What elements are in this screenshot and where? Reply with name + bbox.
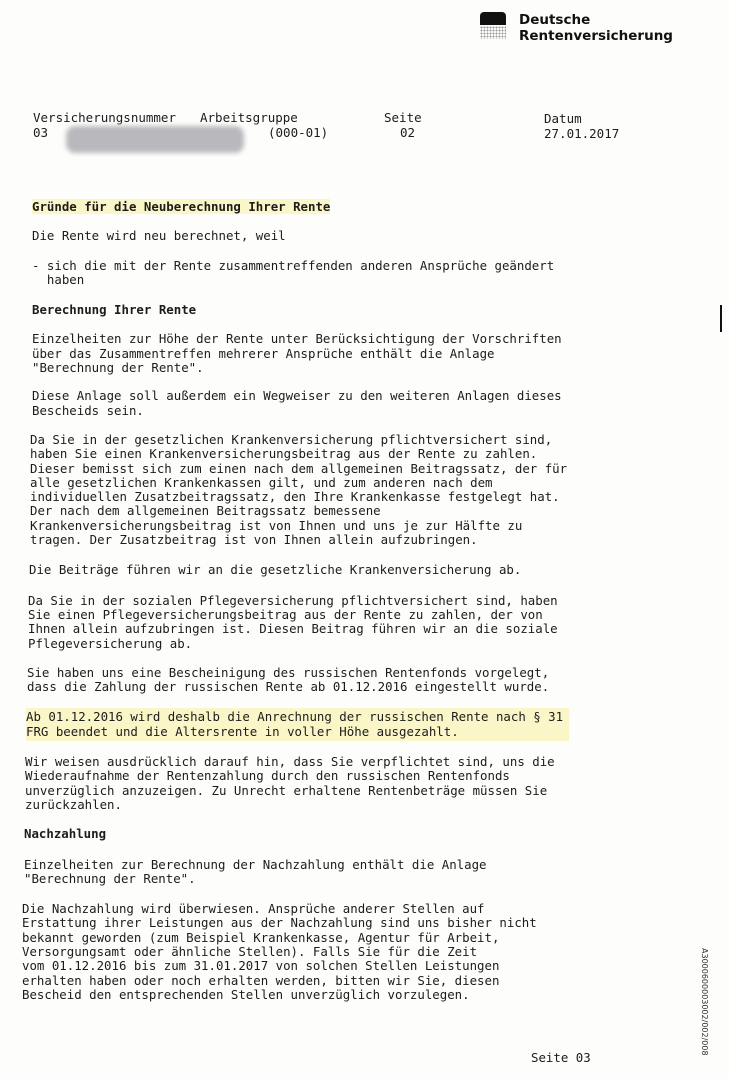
margin-mark bbox=[720, 305, 722, 332]
paragraph-intro: Die Rente wird neu berechnet, weil bbox=[32, 228, 286, 244]
paragraph-beitraege: Die Beiträge führen wir an die gesetzliche Krankenversicherung ab. bbox=[29, 562, 522, 578]
label-versicherungsnummer: Versicherungsnummer bbox=[33, 110, 176, 125]
seite-value: 02 bbox=[400, 125, 416, 140]
redacted-versicherungsnummer bbox=[66, 126, 244, 153]
label-datum: Datum bbox=[544, 111, 582, 126]
letter-body bbox=[22, 200, 622, 1002]
paragraph-einzelheiten: Einzelheiten zur Höhe der Rente unter Berücksichtigung der Vorschriften über das Zusammentreffen mehrerer Ansprüche enthält die Anlage "Berechnung der Rente". bbox=[32, 331, 562, 376]
paragraph-pflegeversicherung: Da Sie in der sozialen Pflegeversicherung pflichtversichert sind, haben Sie einen Pflegeversicherungsbeitrag aus der Rente zu zahlen, der von Ihnen allein aufzubringen ist. Diesen Beitrag führen wir an die soziale Pflegeversicherung ab. bbox=[28, 592, 558, 651]
paragraph-hinweis: Wir weisen ausdrücklich darauf hin, dass Sie verpflichtet sind, uns die Wiederaufnahme der Rentenzahlung durch den russischen Rentenfonds unverzüglich anzuzeigen. Zu Unrecht erhaltene Rentenbeträge müssen Sie zurückzahlen. bbox=[25, 754, 555, 812]
versicherungsnummer-prefix: 03 bbox=[33, 125, 49, 140]
heading-nachzahlung: Nachzahlung bbox=[24, 826, 107, 842]
heading-gruende: Gründe für die Neuberechnung Ihrer Rente bbox=[32, 199, 331, 214]
drv-logo-text: Deutsche Rentenversicherung bbox=[519, 12, 673, 44]
arbeitsgruppe-value: (000-01) bbox=[268, 125, 329, 140]
drv-logo bbox=[480, 12, 673, 44]
paragraph-krankenversicherung: Da Sie in der gesetzlichen Krankenversicherung pflichtversichert sind, haben Sie einen Krankenversicherungsbeitrag aus der Rente zu zahlen. Dieser bemisst sich zum einen nach dem allgemeinen Beitragssatz, der für alle gesetzlichen Krankenkassen gilt, und zum anderen nach dem individuellen Zusatzbeitragssatz, den Ihre Krankenkasse festgelegt hat. Der nach dem allgemeinen Beitragssatz bemessene Krankenversicherungsbeitrag ist von Ihnen und uns je zur Hälfte zu tragen. Der Zusatzbeitrag ist von Ihnen allein aufzubringen. bbox=[30, 431, 568, 548]
label-arbeitsgruppe: Arbeitsgruppe bbox=[200, 110, 298, 125]
paragraph-russischer-rentenfonds: Sie haben uns eine Bescheinigung des russischen Rentenfonds vorgelegt, dass die Zahlung der russischen Rente ab 01.12.2016 eingestellt wurde. bbox=[27, 664, 550, 695]
paragraph-anrechnung-highlighted: Ab 01.12.2016 wird deshalb die Anrechnung der russischen Rente nach § 31 FRG beendet und die Altersrente in voller Höhe ausgezahlt. bbox=[26, 708, 569, 741]
paragraph-nachzahlung: Die Nachzahlung wird überwiesen. Ansprüche anderer Stellen auf Erstattung ihrer Leistungen aus der Nachzahlung sind uns bisher nicht bekannt geworden (zum Beispiel Krankenkasse, Agentur für Arbeit, Versorgungsamt oder ähnliche Stellen). Falls Sie für die Zeit vom 01.12.2016 bis zum 31.01.2017 von solchen Stellen Leistungen erhalten haben oder noch erhalten werden, bitten wir Sie, diesen Bescheid den entsprechenden Stellen unverzüglich vorzulegen. bbox=[22, 901, 537, 1002]
drv-logo-icon bbox=[480, 12, 506, 40]
heading-berechnung: Berechnung Ihrer Rente bbox=[32, 302, 197, 318]
paragraph-anlage: Diese Anlage soll außerdem ein Wegweiser zu den weiteren Anlagen dieses Bescheids sein. bbox=[32, 388, 562, 418]
document-code: A3000600003002/002/008 bbox=[700, 948, 709, 1056]
label-seite: Seite bbox=[384, 110, 422, 125]
paragraph-nachzahlung-einzelheiten: Einzelheiten zur Berechnung der Nachzahlung enthält die Anlage "Berechnung der Rente". bbox=[24, 856, 487, 886]
next-page-indicator: Seite 03 bbox=[531, 1050, 591, 1065]
datum-value: 27.01.2017 bbox=[544, 126, 620, 141]
bullet-reason: - sich die mit der Rente zusammentreffenden anderen Ansprüche geändert haben bbox=[32, 257, 555, 287]
